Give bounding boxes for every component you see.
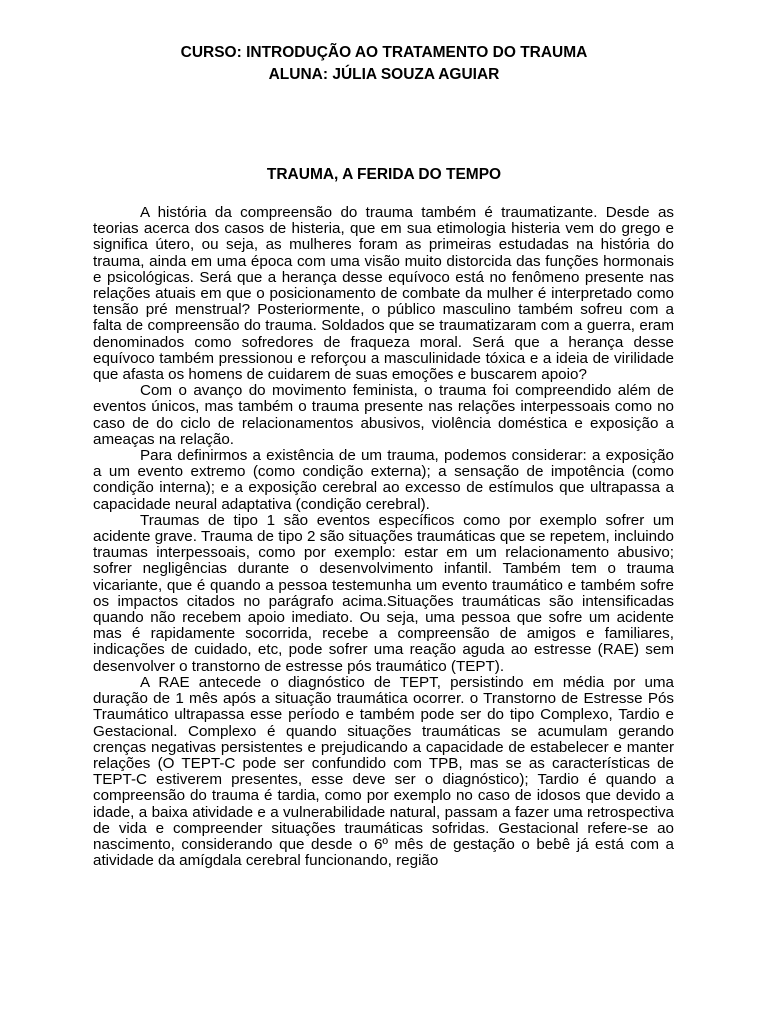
paragraph: Para definirmos a existência de um trauma, podemos considerar: a exposição a um evento extremo (como condição externa); a sensação de impotência (como condição interna); e a exposição cerebral ao excesso de estímulos que ultrapassa a capacidade neural adaptativa (condição cerebral).	[93, 447, 674, 513]
course-line: CURSO: INTRODUÇÃO AO TRATAMENTO DO TRAUMA	[180, 44, 588, 61]
document-body	[93, 205, 674, 869]
student-line: ALUNA: JÚLIA SOUZA AGUIAR	[268, 66, 500, 83]
paragraph: Traumas de tipo 1 são eventos específicos como por exemplo sofrer um acidente grave. Trauma de tipo 2 são situações traumáticas que se repetem, incluindo traumas interpessoais, como por exemplo: estar em um relacionamento abusivo; sofrer negligências durante o desenvolvimento infantil. Também tem o trauma vicariante, que é quando a pessoa testemunha um evento traumático e também sofre os impactos citados no parágrafo acima.Situações traumáticas são intensificadas quando não recebem apoio imediato. Ou seja, uma pessoa que sofre um acidente mas é rapidamente socorrida, recebe a compreensão de amigos e familiares, indicações de cuidado, etc, pode sofrer uma reação aguda ao estresse (RAE) sem desenvolver o transtorno de estresse pós traumático (TEPT).	[93, 511, 674, 675]
document-title: TRAUMA, A FERIDA DO TEMPO	[266, 166, 502, 183]
paragraph: A história da compreensão do trauma também é traumatizante. Desde as teorias acerca dos casos de histeria, que em sua etimologia histeria vem do grego e significa útero, ou seja, as mulheres foram as primeiras estudadas na história do trauma, ainda em uma época com uma visão muito distorcida das funções hormonais e psicológicas. Será que a herança desse equívoco está no fenômeno presente nas relações atuais em que o posicionamento de combate da mulher é interpretado como tensão pré menstrual? Posteriormente, o público masculino também sofreu com a falta de compreensão do trauma. Soldados que se traumatizaram com a guerra, eram denominados como sofredores de fraqueza moral. Será que a herança desse equívoco também pressionou e reforçou a masculinidade tóxica e a ideia de virilidade que afasta os homens de cuidarem de suas emoções e buscarem apoio?	[93, 204, 674, 384]
paragraph: A RAE antecede o diagnóstico de TEPT, persistindo em média por uma duração de 1 mês após a situação traumática ocorrer. o Transtorno de Estresse Pós Traumático ultrapassa esse período e também pode ser do tipo Complexo, Tardio e Gestacional. Complexo é quando situações traumáticas se acumulam gerando crenças negativas persistentes e prejudicando a capacidade de estabelecer e manter relações (O TEPT-C pode ser confundido com TPB, mas se as características de TEPT-C estiverem presentes, esse deve ser o diagnóstico); Tardio é quando a compreensão do trauma é tardia, como por exemplo no caso de idosos que devido a idade, a baixa atividade e a vulnerabilidade natural, passam a fazer uma retrospectiva de vida e compreender situações traumáticas sofridas. Gestacional refere-se ao nascimento, considerando que desde o 6º mês de gestação o bebê já está com a atividade da amígdala cerebral funcionando, região	[93, 673, 674, 870]
document-header	[0, 42, 768, 86]
paragraph: Com o avanço do movimento feminista, o trauma foi compreendido além de eventos únicos, mas também o trauma presente nas relações interpessoais como no caso de do ciclo de relacionamentos abusivos, violência doméstica e exposição a ameaças na relação.	[93, 382, 674, 448]
